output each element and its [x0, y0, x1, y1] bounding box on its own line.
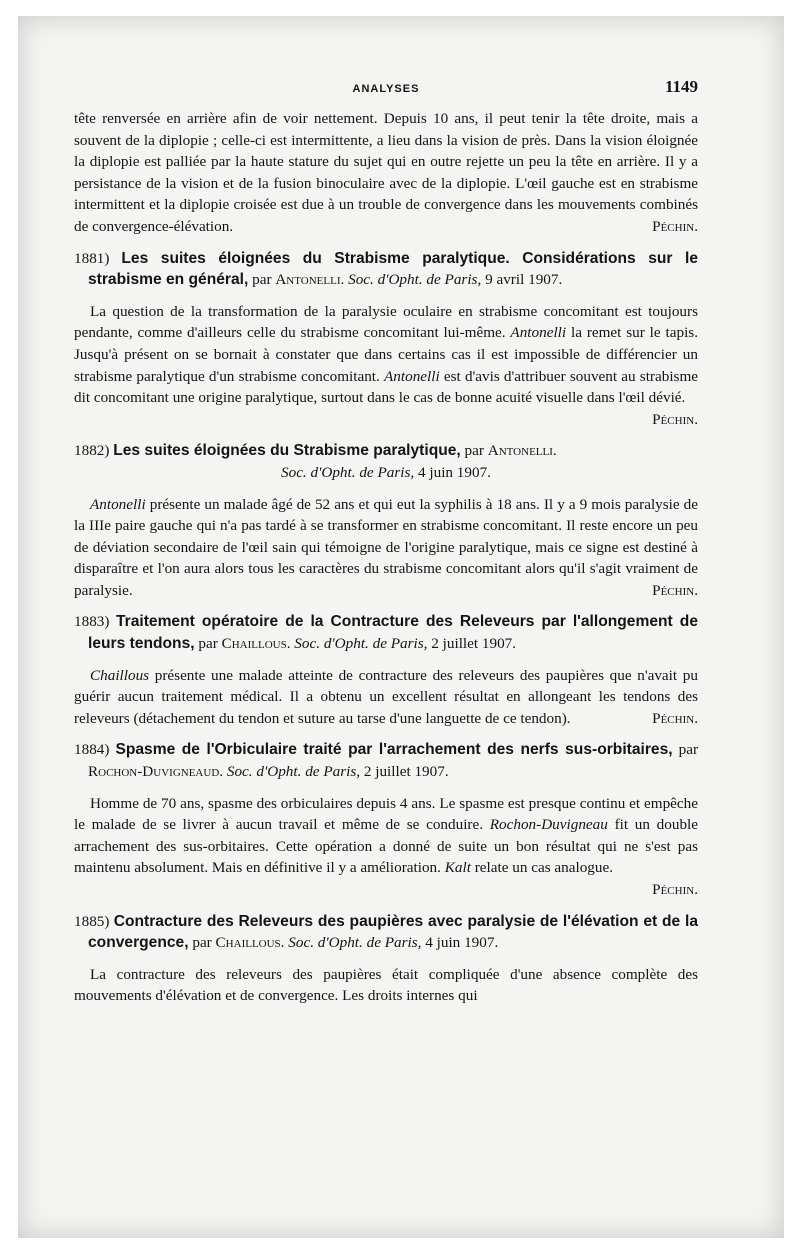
entry-date: 2 juillet 1907. — [431, 635, 517, 653]
entry-body — [74, 494, 698, 602]
entry-source: Soc. d'Opht. de Paris, — [294, 635, 428, 653]
entry-number: 1882) — [74, 442, 110, 460]
intro-paragraph — [74, 108, 698, 238]
entry-body-text: présente un malade âgé de 52 ans et qui eut la syphilis à 18 ans. Il y a 9 mois paralysie de la IIIe paire gauche qui n'a pas tardé à se transformer en strabisme concomitant. Il reste encore un peu de déviation secondaire de l'œil sain qui témoigne de l'origine paralytique, mais ce signe est destiné à disparaître et l'on aura alors tous les caractères du strabisme concomitant alors qu'il s'agit vraiment de paralysie. — [74, 495, 698, 599]
entry-author: Chaillous. — [221, 635, 291, 653]
entry-date: 9 avril 1907. — [485, 271, 563, 289]
entry-source: Soc. d'Opht. de Paris, — [281, 463, 415, 481]
entry-by: par — [252, 271, 272, 289]
entry-body-text: présente une malade atteinte de contracture des releveurs des paupières que n'avait pu guérir aucun traitement médical. Il a obtenu un excellent résultat en allongeant les tendons des releveurs (détachement du tendon et suture au tarse d'une languette de ce tendon). — [74, 666, 698, 727]
entry-body — [74, 301, 699, 428]
cited-author: Kalt — [444, 859, 471, 877]
entry-by: par — [464, 442, 484, 460]
entry-author: Chaillous. — [215, 934, 285, 952]
entry-reference — [192, 934, 498, 951]
cited-author: Antonelli — [384, 367, 440, 385]
entry-title — [74, 911, 698, 954]
entry-body-text: La contracture des releveurs des paupières était compliquée d'une absence complète des mouvements d'élévation et de convergence. Les droits internes qui — [74, 965, 698, 1005]
entry-1884 — [74, 739, 698, 900]
entry-1883 — [74, 611, 698, 729]
entry-title — [74, 248, 698, 291]
entry-body-text: La question de la transformation de la paralysie oculaire en strabisme concomitant est toujours pendante, comme d'ailleurs celle du strabisme concomitant lui-même. — [74, 302, 698, 342]
entry-source: Soc. d'Opht. de Paris, — [226, 763, 361, 781]
signature: Péchin. — [652, 581, 698, 599]
entry-1881 — [74, 248, 698, 431]
entry-title — [74, 440, 698, 483]
entry-heading: Les suites éloignées du Strabisme paralytique, — [113, 442, 461, 460]
entry-reference — [198, 635, 516, 652]
signature: Péchin. — [652, 410, 698, 428]
signature: Péchin. — [652, 709, 698, 727]
entry-date: 4 juin 1907. — [417, 463, 491, 481]
running-head: ANALYSES — [352, 83, 420, 95]
entry-number: 1881) — [74, 249, 110, 267]
entry-heading: Contracture des Releveurs des paupières avec paralysie de l'élévation et de la convergence, — [88, 912, 698, 952]
cited-author: Antonelli — [90, 495, 146, 513]
entry-body — [74, 793, 698, 879]
entry-body-text: la remet sur le tapis. Jusqu'à présent on se bornait à constater que dans certains cas il est impossible de différencier un strabisme paralytique d'un strabisme concomitant. — [74, 324, 698, 385]
entry-source-line — [88, 462, 698, 484]
entry-date: 4 juin 1907. — [425, 934, 499, 952]
entry-number: 1885) — [74, 912, 110, 930]
entry-date: 2 juillet 1907. — [363, 763, 449, 781]
cited-author: Antonelli — [510, 324, 567, 342]
entry-heading: Les suites éloignées du Strabisme paralytique. Considérations sur le strabisme en général, — [88, 249, 698, 289]
page-number: 1149 — [664, 77, 698, 96]
entry-by: par — [198, 635, 218, 653]
entry-body — [74, 665, 698, 730]
entry-body-text: est d'avis d'attribuer souvent au strabisme dit concomitant une origine paralytique, surtout dans le cas de bonne acuité visuelle dans l'œil dévié. — [74, 367, 699, 407]
cited-author: Chaillous — [90, 666, 150, 684]
entry-body — [74, 964, 698, 1007]
running-header — [74, 76, 698, 98]
signature: Péchin. — [652, 881, 698, 898]
entry-1885 — [74, 911, 698, 1007]
entry-number: 1883) — [74, 613, 110, 631]
entry-body-text: fit un double arrachement des sus-orbitaires. Cette opération a donné de suite un bon résultat qui ne s'est pas maintenu absolument. Mais en définitive il y a amélioration. — [74, 816, 699, 877]
entry-by: par — [678, 741, 699, 759]
entry-title — [74, 611, 698, 654]
entry-title — [74, 739, 698, 782]
entry-author: Antonelli. — [487, 442, 557, 460]
entry-body-text: Homme de 70 ans, spasme des orbiculaires depuis 4 ans. Le spasme est presque continu et empêche le malade de se livrer à aucun travail et même de se conduire. — [74, 794, 698, 834]
entry-heading: Traitement opératoire de la Contracture des Releveurs par l'allongement de leurs tendons, — [88, 613, 698, 653]
entry-source: Soc. d'Opht. de Paris, — [288, 934, 422, 952]
entry-heading: Spasme de l'Orbiculaire traité par l'arrachement des nerfs sus-orbitaires, — [115, 741, 673, 759]
cited-author: Rochon-Duvigneau — [489, 816, 608, 834]
entry-author: Rochon-Duvigneaud. — [88, 763, 224, 781]
entry-number: 1884) — [74, 741, 110, 759]
document-page — [74, 76, 698, 1007]
entry-body-text: relate un cas analogue. — [474, 859, 614, 877]
entry-1882 — [74, 440, 698, 601]
entry-reference — [252, 271, 562, 288]
entry-author: Antonelli. — [275, 271, 345, 289]
signature: Péchin. — [652, 217, 698, 235]
intro-text: tête renversée en arrière afin de voir nettement. Depuis 10 ans, il peut tenir la tête droite, mais a souvent de la diplopie ; celle-ci est intermittente, a lieu dans la vision de près. Dans la vision éloignée la diplopie est palliée par la haute stature du sujet qui en outre rejette un peu la tête en arrière. Il y a persistance de la vision et de la fusion binoculaire avec de la diplopie. L'œil gauche est en strabisme intermittent et la diplopie croisée est due à un trouble de convergence dans les mouvements combinés de convergence-élévation. — [74, 110, 698, 235]
entry-by: par — [192, 934, 212, 952]
entry-source: Soc. d'Opht. de Paris, — [348, 271, 482, 289]
